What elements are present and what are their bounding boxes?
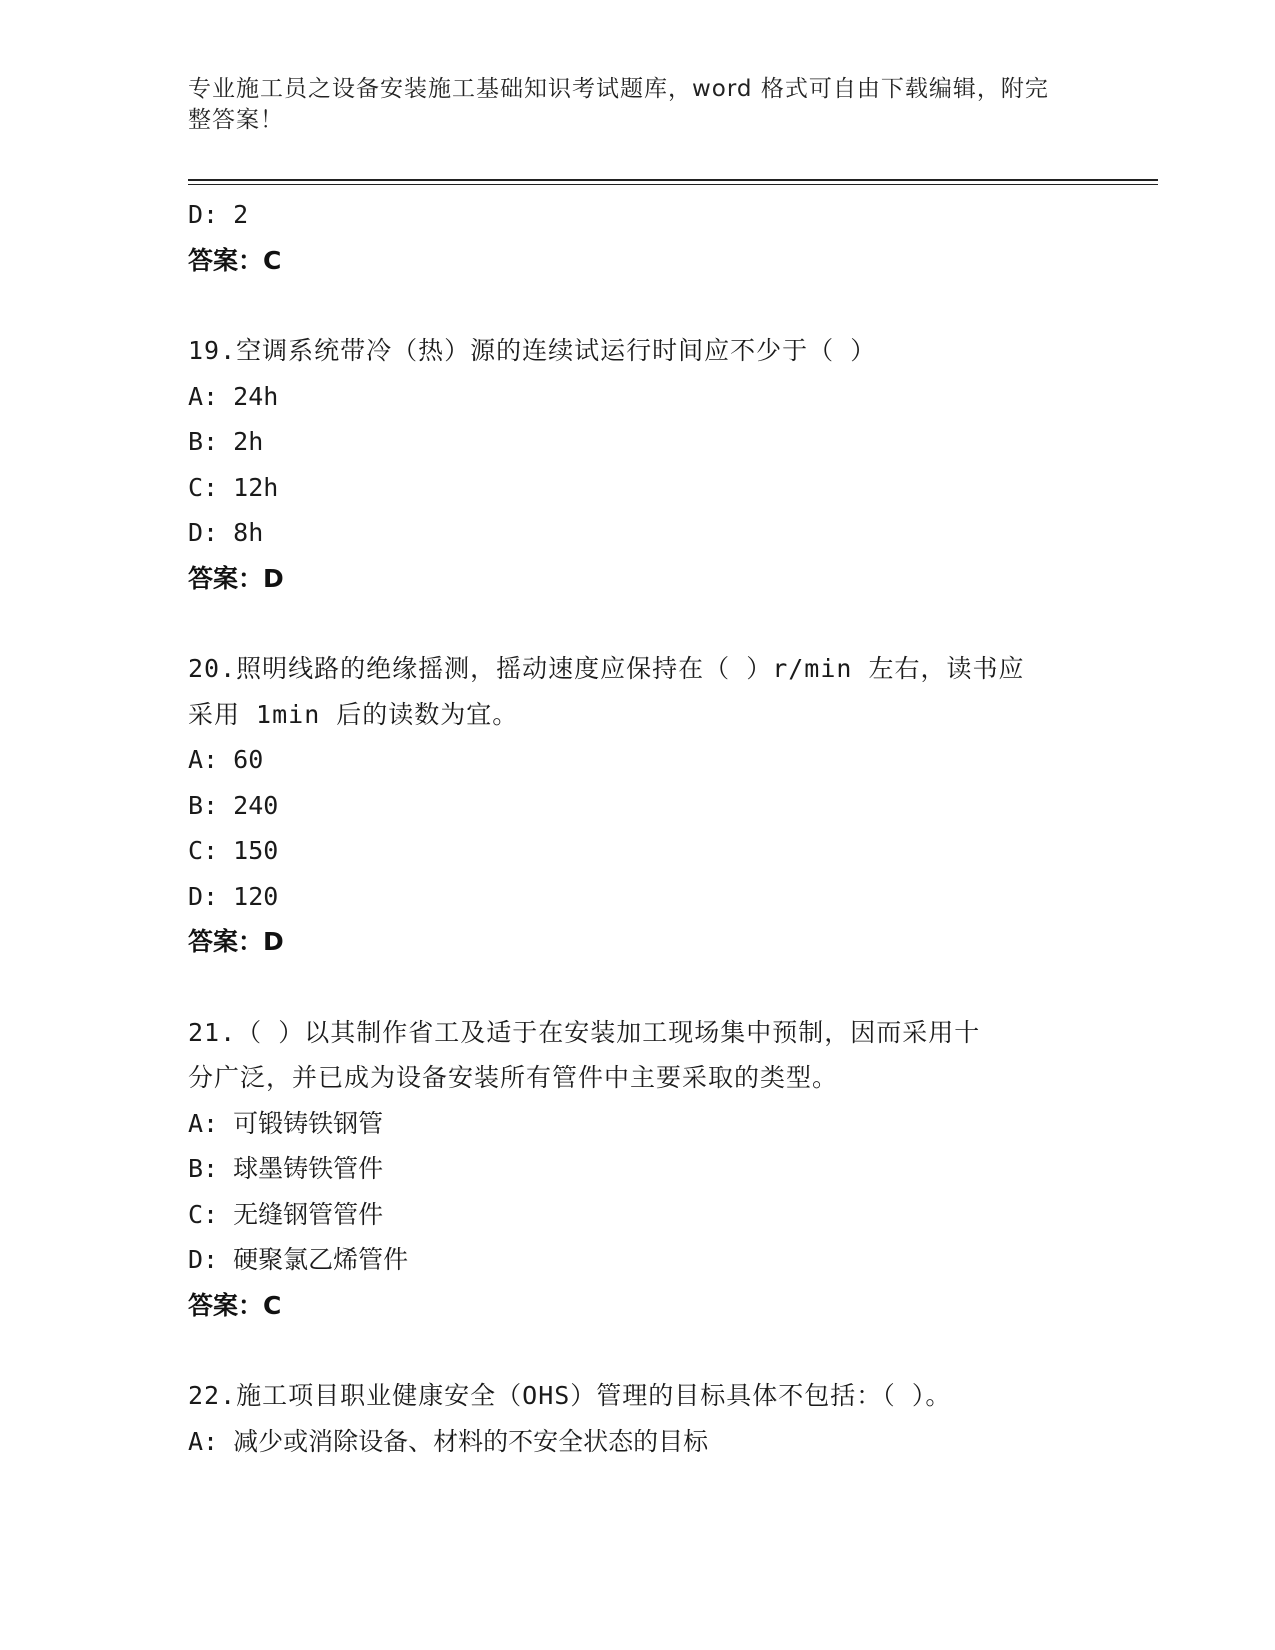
question-21 <box>188 1010 1088 1329</box>
spacer <box>188 965 1088 1010</box>
question-20-option-c: C: 150 <box>188 836 279 865</box>
spacer <box>188 283 1088 328</box>
question-19-option-b: B: 2h <box>188 427 264 456</box>
question-19-answer: 答案：D <box>188 563 284 593</box>
question-20-option-b: B: 240 <box>188 790 279 820</box>
prev-answer: 答案：C <box>188 245 282 275</box>
question-21-option-a: A: 可锻铸铁钢管 <box>188 1108 384 1138</box>
question-21-stem-line-2: 分广泛，并已成为设备安装所有管件中主要采取的类型。 <box>188 1063 839 1092</box>
question-20-answer: 答案：D <box>188 927 284 956</box>
question-20-option-a: A: 60 <box>188 745 264 774</box>
header-divider-thin <box>188 184 1158 185</box>
question-19-option-a: A: 24h <box>188 381 279 411</box>
question-19 <box>188 328 1088 601</box>
question-21-option-b: B: 球墨铸铁管件 <box>188 1154 384 1183</box>
header-line-1: 专业施工员之设备安装施工基础知识考试题库，word 格式可自由下载编辑，附完 <box>188 76 1049 102</box>
question-20 <box>188 646 1088 965</box>
spacer <box>188 601 1088 646</box>
header-divider-thick <box>188 179 1158 181</box>
question-22-stem: 22.施工项目职业健康安全（OHS）管理的目标具体不包括：（ ）。 <box>188 1381 952 1410</box>
question-list <box>188 192 1088 1464</box>
document-header <box>188 74 1068 136</box>
header-line-2: 整答案！ <box>188 107 284 133</box>
question-21-option-c: C: 无缝钢管管件 <box>188 1199 384 1229</box>
question-20-option-d: D: 120 <box>188 881 279 911</box>
question-22 <box>188 1373 1088 1464</box>
spacer <box>188 1328 1088 1373</box>
question-19-stem: 19.空调系统带冷（热）源的连续试运行时间应不少于（ ） <box>188 336 877 365</box>
question-20-stem-line-1: 20.照明线路的绝缘摇测，摇动速度应保持在（ ）r/min 左右，读书应 <box>188 654 1025 683</box>
question-22-option-a: A: 减少或消除设备、材料的不安全状态的目标 <box>188 1426 709 1456</box>
question-19-option-c: C: 12h <box>188 472 279 502</box>
question-19-option-d: D: 8h <box>188 518 264 547</box>
question-20-stem-line-2: 采用 1min 后的读数为宜。 <box>188 699 519 729</box>
question-21-stem-line-1: 21.（ ）以其制作省工及适于在安装加工现场集中预制，因而采用十 <box>188 1017 981 1047</box>
question-21-option-d: D: 硬聚氯乙烯管件 <box>188 1245 409 1274</box>
prev-option-d: D: 2 <box>188 200 249 229</box>
question-21-answer: 答案：C <box>188 1290 282 1320</box>
